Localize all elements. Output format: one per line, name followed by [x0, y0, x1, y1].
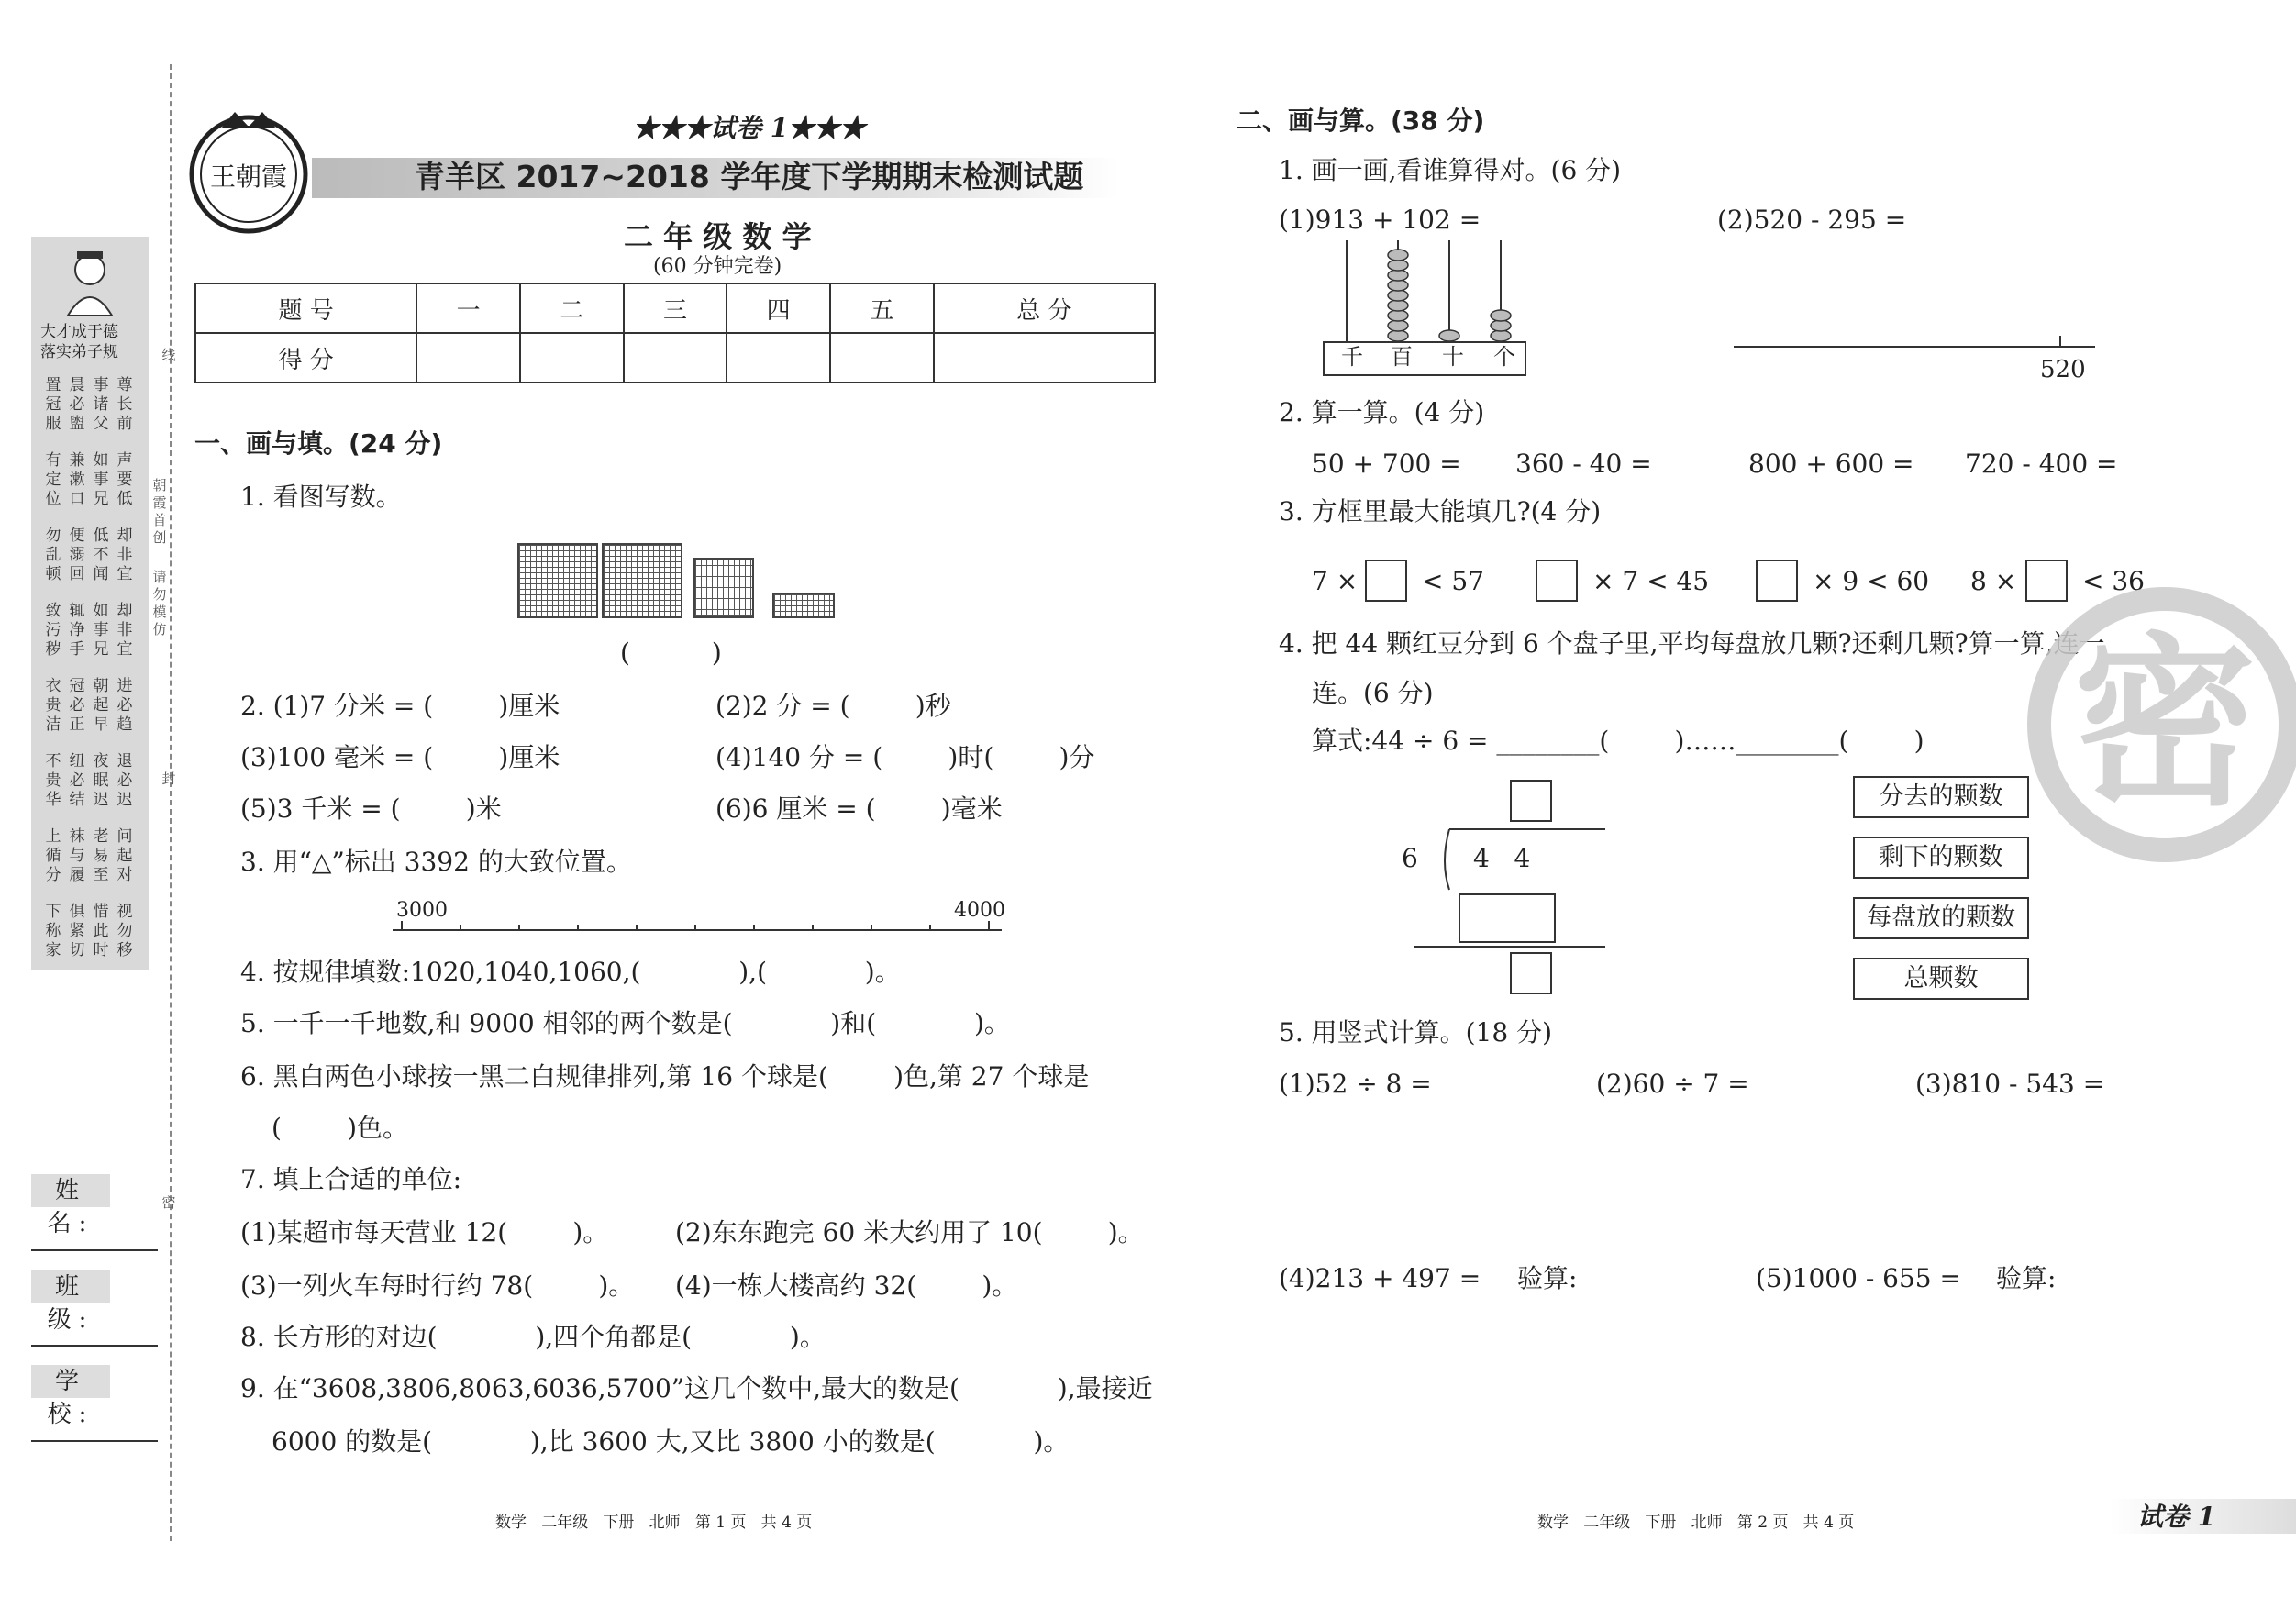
calc-item: 360 - 40 = — [1515, 449, 1652, 479]
answer-box[interactable] — [1536, 560, 1578, 602]
product-box[interactable] — [1459, 893, 1556, 943]
option-divided-beans[interactable]: 分去的颗数 — [1853, 776, 2029, 818]
motto-column: 却非宜 — [116, 602, 133, 659]
footer-left: 数学 二年级 下册 北师 第 1 页 共 4 页 — [495, 1514, 813, 1532]
motto-column: 视勿移 — [116, 903, 133, 959]
answer-box[interactable] — [2025, 560, 2068, 602]
dividend: 4 4 — [1473, 843, 1531, 873]
table-cell: 一 — [416, 283, 520, 333]
table-cell: 五 — [830, 283, 934, 333]
motto-column: 不贵华 — [45, 752, 61, 809]
q1-answer-blank[interactable]: ( ) — [620, 638, 722, 668]
answer-box[interactable] — [1365, 560, 1407, 602]
answer-box[interactable] — [1756, 560, 1798, 602]
question-2-5-title: 5. 用竖式计算。(18 分) — [1279, 1017, 1552, 1048]
question-7-4: (4)一栋大楼高约 32( )。 — [675, 1270, 1018, 1301]
table-cell: 总 分 — [934, 283, 1155, 333]
abacus-bead — [1491, 330, 1511, 341]
table-cell: 二 — [520, 283, 624, 333]
motto-column: 便溺回 — [69, 527, 85, 583]
check-label: 验算: — [1996, 1263, 2057, 1293]
table-cell: 题 号 — [195, 283, 416, 333]
axis-label-4000: 4000 — [954, 899, 1005, 922]
calc-1000-minus-655: (5)1000 - 655 = — [1756, 1263, 1961, 1293]
abacus-bead — [1388, 310, 1408, 321]
ten-rod — [772, 593, 835, 618]
question-2-3-title: 3. 方框里最大能填几?(4 分) — [1279, 496, 1602, 527]
question-2-2-title: 2. 算一算。(4 分) — [1279, 397, 1485, 427]
score-input-cell[interactable] — [624, 333, 727, 383]
question-8: 8. 长方形的对边( ),四个角都是( )。 — [240, 1322, 826, 1352]
question-7-2: (2)东东跑完 60 米大约用了 10( )。 — [675, 1217, 1144, 1248]
footer-tag: 试卷 1 — [2137, 1502, 2216, 1532]
binding-line — [170, 64, 172, 1541]
class-field[interactable] — [31, 1345, 158, 1347]
vertical-note-line: 线 — [161, 347, 176, 363]
abacus-bead — [1491, 310, 1511, 321]
motto-column: 晨必盥 — [69, 376, 85, 433]
place-thousands: 千 — [1341, 344, 1363, 370]
calc-913-plus-102: (1)913 + 102 = — [1279, 205, 1481, 235]
score-input-cell[interactable] — [520, 333, 624, 383]
option-total-beans[interactable]: 总颗数 — [1853, 958, 2029, 1000]
motto-column: 纽必结 — [69, 752, 85, 809]
option-remaining-beans[interactable]: 剩下的颗数 — [1853, 837, 2029, 879]
abacus-bead — [1388, 300, 1408, 311]
score-input-cell[interactable] — [416, 333, 520, 383]
score-input-cell[interactable] — [830, 333, 934, 383]
vertical-note-no-copy: 请勿模仿 — [152, 569, 167, 638]
abacus-bead — [1388, 270, 1408, 281]
question-6-cont: ( )色。 — [272, 1113, 409, 1143]
motto-column: 退必迟 — [116, 752, 133, 809]
question-6: 6. 黑白两色小球按一黑二白规律排列,第 16 个球是( )色,第 27 个球是 — [240, 1061, 1090, 1092]
motto-column: 事诸父 — [93, 376, 109, 433]
motto-column: 低不闻 — [93, 527, 109, 583]
subject-title: 二 年 级 数 学 — [624, 219, 812, 254]
table-cell: 得 分 — [195, 333, 416, 383]
question-2-1: 2. (1)7 分米 = ( )厘米 — [240, 691, 560, 721]
divisor: 6 — [1402, 843, 1418, 873]
ineq-prefix: 7 × — [1312, 566, 1359, 596]
motto-column: 尊长前 — [116, 376, 133, 433]
hundred-flat — [693, 558, 754, 618]
brand-logo — [180, 101, 317, 238]
score-input-cell[interactable] — [934, 333, 1155, 383]
abacus-bead — [1388, 280, 1408, 291]
motto-line-1: 大才成于德 — [40, 323, 118, 341]
table-cell: 四 — [727, 283, 830, 333]
motto-column: 衣贵洁 — [45, 677, 61, 734]
quotient-box[interactable] — [1510, 780, 1552, 822]
exam-title: 青羊区 2017~2018 学年度下学期期末检测试题 — [415, 159, 1084, 194]
motto-column: 声要低 — [116, 451, 133, 508]
option-beans-per-plate[interactable]: 每盘放的颗数 — [1853, 897, 2029, 939]
name-field[interactable] — [31, 1249, 158, 1251]
motto-column: 老易至 — [93, 827, 109, 884]
ineq-suffix: × 7 < 45 — [1592, 566, 1710, 596]
motto-column: 朝起早 — [93, 677, 109, 734]
footer-right: 数学 二年级 下册 北师 第 2 页 共 4 页 — [1537, 1514, 1855, 1532]
place-ones: 个 — [1493, 344, 1515, 370]
question-7: 7. 填上合适的单位: — [240, 1164, 462, 1194]
score-input-cell[interactable] — [727, 333, 830, 383]
motto-column: 致污秽 — [45, 602, 61, 659]
motto-column: 却非宜 — [116, 527, 133, 583]
question-2-5: (5)3 千米 = ( )米 — [240, 793, 502, 824]
calc-item: 720 - 400 = — [1965, 449, 2118, 479]
motto-column: 有定位 — [45, 451, 61, 508]
ineq-suffix: × 9 < 60 — [1813, 566, 1930, 596]
motto-column: 下称家 — [45, 903, 61, 959]
question-2-1-title: 1. 画一画,看谁算得对。(6 分) — [1279, 155, 1622, 185]
table-row — [195, 283, 1155, 333]
motto-column: 如事兄 — [93, 451, 109, 508]
motto-column: 置冠服 — [45, 376, 61, 433]
school-field[interactable] — [31, 1440, 158, 1442]
calc-520-minus-295: (2)520 - 295 = — [1717, 205, 1907, 235]
section-1-heading: 一、画与填。(24 分) — [194, 428, 443, 459]
motto-line-2: 落实弟子规 — [40, 343, 118, 361]
section-2-heading: 二、画与算。(38 分) — [1237, 105, 1485, 136]
motto-column: 袜与履 — [69, 827, 85, 884]
abacus-bead — [1388, 260, 1408, 271]
motto-column: 俱紧切 — [69, 903, 85, 959]
question-4: 4. 按规律填数:1020,1040,1060,( ),( )。 — [240, 957, 901, 987]
ineq-prefix: 8 × — [1970, 566, 2017, 596]
table-row — [195, 333, 1155, 383]
abacus-bead — [1388, 330, 1408, 341]
motto-panel — [31, 237, 149, 970]
motto-column: 辄净手 — [69, 602, 85, 659]
abacus-bead — [1439, 330, 1459, 341]
calc-810-minus-543: (3)810 - 543 = — [1915, 1069, 2105, 1099]
vertical-note-seal: 封 — [161, 771, 176, 787]
school-label: 学 校: — [31, 1365, 110, 1398]
axis-label-3000: 3000 — [396, 899, 448, 922]
question-2-2: (2)2 分 = ( )秒 — [715, 691, 951, 721]
abacus-bead — [1388, 290, 1408, 301]
number-line-520[interactable] — [1732, 330, 2099, 358]
place-tens: 十 — [1442, 344, 1464, 370]
remainder-box[interactable] — [1510, 952, 1552, 994]
question-2-6: (6)6 厘米 = ( )毫米 — [715, 793, 1003, 824]
motto-column: 夜眠迟 — [93, 752, 109, 809]
motto-column: 如事兄 — [93, 602, 109, 659]
question-9: 9. 在“3608,3806,8063,6036,5700”这几个数中,最大的数是( ),最接近 — [240, 1373, 1153, 1403]
abacus-base — [1323, 341, 1526, 376]
question-2-4-title: 4. 把 44 颗红豆分到 6 个盘子里,平均每盘放几颗?还剩几颗?算一算,连一 — [1279, 628, 2105, 659]
question-3: 3. 用“△”标出 3392 的大致位置。 — [240, 847, 632, 877]
abacus-bead — [1388, 250, 1408, 261]
paper-tag: ★★★试卷 1★★★ — [633, 113, 866, 143]
motto-column: 问起对 — [116, 827, 133, 884]
class-label: 班 级: — [31, 1270, 110, 1303]
calc-item: 800 + 600 = — [1748, 449, 1914, 479]
place-hundreds: 百 — [1391, 344, 1413, 370]
scholar-boy-icon — [31, 242, 149, 325]
question-2-4-cont: 连。(6 分) — [1312, 678, 1434, 708]
question-5: 5. 一千一千地数,和 9000 相邻的两个数是( )和( )。 — [240, 1008, 1010, 1038]
ineq-suffix: < 57 — [1422, 566, 1484, 596]
logo-text: 王朝霞 — [209, 161, 288, 192]
calc-item: 50 + 700 = — [1312, 449, 1461, 479]
motto-column: 上循分 — [45, 827, 61, 884]
motto-column: 进必趋 — [116, 677, 133, 734]
calc-60-div-7: (2)60 ÷ 7 = — [1596, 1069, 1749, 1099]
table-cell: 三 — [624, 283, 727, 333]
secret-watermark: 密 — [2027, 587, 2296, 862]
question-1: 1. 看图写数。 — [240, 482, 402, 512]
abacus-bead — [1388, 320, 1408, 331]
division-formula[interactable]: 算式:44 ÷ 6 = ________( )……________( ) — [1312, 726, 1924, 756]
ineq-suffix: < 36 — [2082, 566, 2145, 596]
check-label: 验算: — [1517, 1263, 1578, 1293]
time-note: (60 分钟完卷) — [653, 255, 782, 278]
calc-52-div-8: (1)52 ÷ 8 = — [1279, 1069, 1432, 1099]
vertical-note-original: 朝霞首创 — [152, 477, 167, 546]
question-7-1: (1)某超市每天营业 12( )。 — [240, 1217, 609, 1248]
name-label: 姓 名: — [31, 1174, 110, 1207]
motto-column: 勿乱顿 — [45, 527, 61, 583]
calc-213-plus-497: (4)213 + 497 = — [1279, 1263, 1481, 1293]
thousand-cube — [602, 543, 682, 618]
thousand-cube — [517, 543, 598, 618]
motto-column: 惜此时 — [93, 903, 109, 959]
numberline-label-520: 520 — [2040, 356, 2086, 383]
question-2-3: (3)100 毫米 = ( )厘米 — [240, 742, 560, 772]
motto-column: 冠必正 — [69, 677, 85, 734]
vertical-note-secret: 密 — [161, 1194, 176, 1211]
question-9-cont: 6000 的数是( ),比 3600 大,又比 3800 小的数是( )。 — [272, 1426, 1070, 1457]
question-2-4: (4)140 分 = ( )时( )分 — [715, 742, 1095, 772]
abacus-bead — [1491, 320, 1511, 331]
question-7-3: (3)一列火车每时行约 78( )。 — [240, 1270, 635, 1301]
number-line-3000-4000[interactable] — [385, 899, 1009, 936]
score-table — [194, 283, 1156, 383]
motto-column: 兼漱口 — [69, 451, 85, 508]
